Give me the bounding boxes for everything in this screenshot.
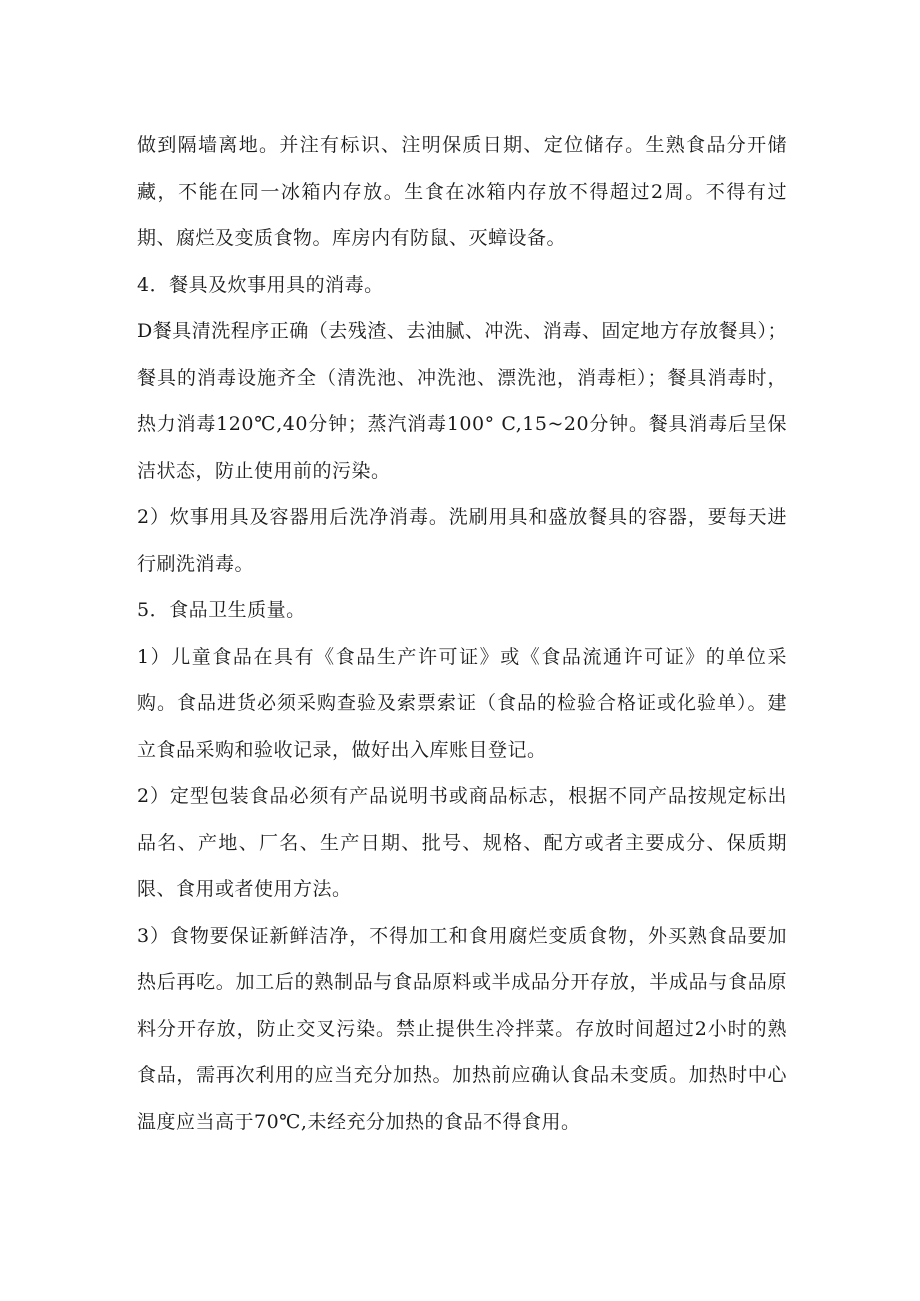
paragraph-tableware-cleaning: D餐具清洗程序正确（去残渣、去油腻、冲洗、消毒、固定地方存放餐具）；餐具的消毒设施齐全（清洗池、冲洗池、漂洗池，消毒柜）；餐具消毒时，热力消毒120℃,40分钟；蒸汽消毒100° C,15~20分钟。餐具消毒后呈保洁状态，防止使用前的污染。 — [137, 320, 787, 482]
paragraph-cookware-disinfection: 2）炊事用具及容器用后洗净消毒。洗刷用具和盛放餐具的容器，要每天进行刷洗消毒。 — [137, 506, 787, 575]
paragraph-packaged-food: 2）定型包装食品必须有产品说明书或商品标志，根据不同产品按规定标出品名、产地、厂名、生产日期、批号、规格、配方或者主要成分、保质期限、食用或者使用方法。 — [137, 785, 787, 900]
heading-food-hygiene-quality: 5．食品卫生质量。 — [137, 599, 306, 621]
paragraph-storage: 做到隔墙离地。并注有标识、注明保质日期、定位储存。生熟食品分开储藏，不能在同一冰箱内存放。生食在冰箱内存放不得超过2周。不得有过期、腐烂及变质食物。库房内有防鼠、灭蟑设备。 — [137, 134, 787, 249]
document-body — [137, 122, 787, 1145]
heading-tableware-disinfection: 4．餐具及炊事用具的消毒。 — [137, 273, 384, 296]
paragraph-food-procurement: 1）儿童食品在具有《食品生产许可证》或《食品流通许可证》的单位采购。食品进货必须采购查验及索票索证（食品的检验合格证或化验单）。建立食品采购和验收记录，做好出入库账目登记。 — [137, 645, 787, 761]
paragraph-food-freshness: 3）食物要保证新鲜洁净，不得加工和食用腐烂变质食物，外买熟食品要加热后再吃。加工后的熟制品与食品原料或半成品分开存放，半成品与食品原料分开存放，防止交叉污染。禁止提供生冷拌菜。存放时间超过2小时的熟食品，需再次利用的应当充分加热。加热前应确认食品未变质。加热时中心温度应当高于70℃,未经充分加热的食品不得食用。 — [137, 924, 787, 1133]
